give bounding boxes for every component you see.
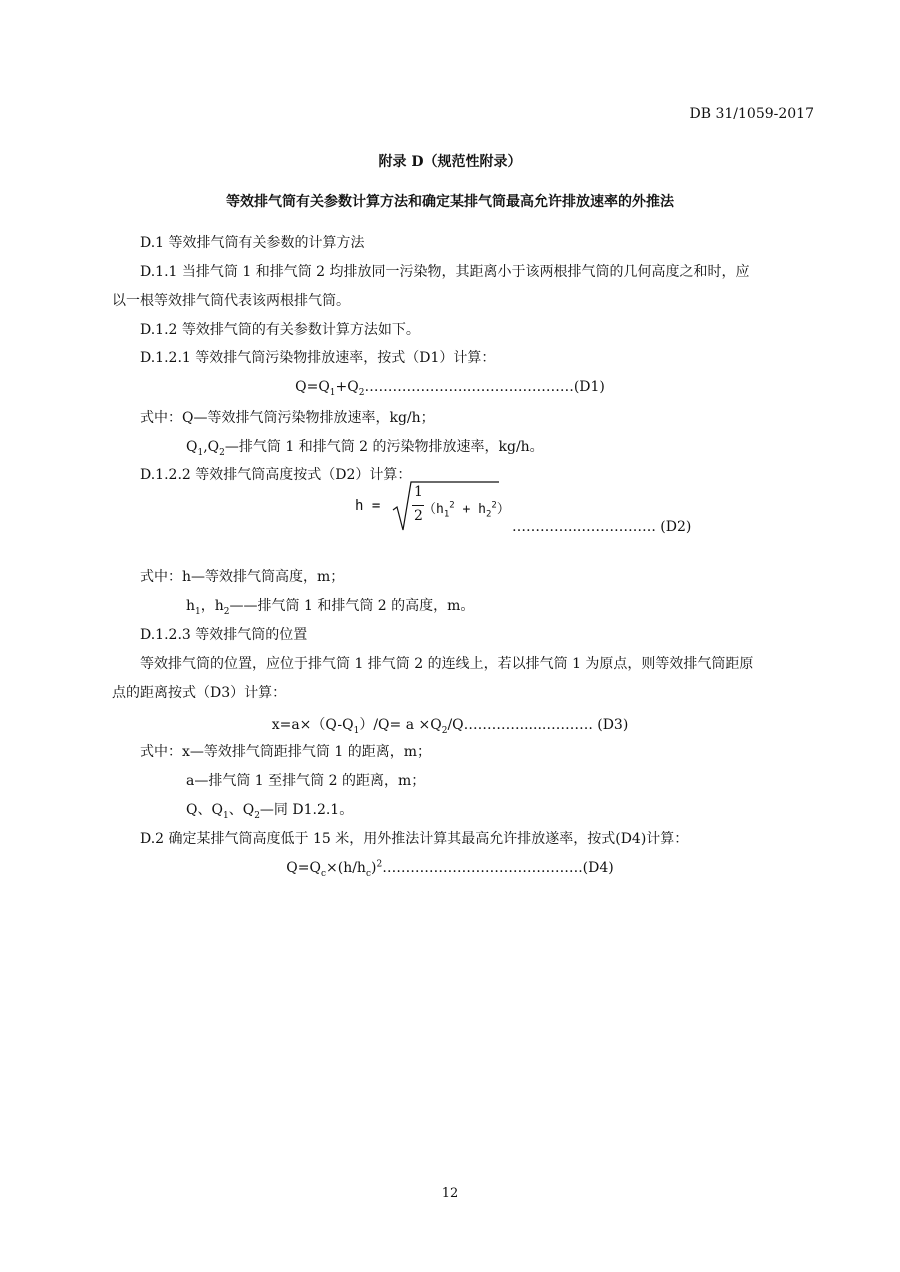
where-h: 式中：h—等效排气筒高度，m； xyxy=(140,569,345,585)
paragraph-d1-2-3-line1: 等效排气筒的位置，应位于排气筒 1 排气筒 2 的连线上，若以排气筒 1 为原点，则等效排气筒距原 xyxy=(140,656,754,672)
appendix-title: 附录 D（规范性附录） xyxy=(378,154,522,170)
where-q-q1-q2: Q、$Q_1$、$Q_2—$同 D1.2.1。 xyxy=(186,802,354,821)
section-d2-title: D.2 确定某排气筒高度低于 15 米，用外推法计算其最高允许排放遂率，按式(D4)计算： xyxy=(140,831,689,847)
section-d1-title: D.1 等效排气筒有关参数的计算方法 xyxy=(140,235,365,251)
paragraph-d1-2-2: D.1.2.2 等效排气筒高度按式（D2）计算： xyxy=(140,467,412,483)
equation-d2-dots: …………...……………. (D2) xyxy=(512,519,692,535)
where-q: 式中：Q—等效排气筒污染物排放速率，kg/h； xyxy=(140,410,435,426)
paragraph-d1-2-3: D.1.2.3 等效排气筒的位置 xyxy=(140,627,308,643)
paragraph-d1-2: D.1.2 等效排气筒的有关参数计算方法如下。 xyxy=(140,322,420,338)
paragraph-d1-2-3-line2: 点的距离按式（D3）计算： xyxy=(112,685,287,701)
equation-d2-body: $(h_1^2 + h_2^2)$ xyxy=(423,500,510,520)
where-x: 式中：x—等效排气筒距排气筒 1 的距离，m； xyxy=(140,744,431,760)
paragraph-d1-2-1: D.1.2.1 等效排气筒污染物排放速率，按式（D1）计算： xyxy=(140,350,496,366)
equation-d4: $Q=Q_c\times(h/h_c)^2\dots\dots\dots\dots\dots\dots\dots\dots\dots\dots\dots\dots\dots\dots.(D4)$ xyxy=(286,859,614,879)
page-number: 12 xyxy=(441,1186,459,1201)
where-q1-q2: $Q_1,Q_2—$排气筒 1 和排气筒 2 的污染物排放速率，kg/h。 xyxy=(186,439,544,458)
equation-d2-lhs: h = xyxy=(355,498,381,514)
where-h1-h2: $h_1$，$h_2——$排气筒 1 和排气筒 2 的高度，m。 xyxy=(186,598,475,617)
paragraph-d1-1-line2: 以一根等效排气筒代表该两根排气筒。 xyxy=(112,293,350,309)
fraction-denominator: 2 xyxy=(414,508,423,524)
equation-d3: $x=a\times(Q-Q_1)/Q= a$ $\times Q_2/Q\dots\dots\dots\dots......\dots\dots\dots$. (D3) xyxy=(271,717,629,736)
equation-d1: $Q=Q_1+Q_2\dots\dots\dots\dots\dots\dots\dots..\dots\dots\dots.\dots\dots\dots\dots(D1)$ xyxy=(295,379,605,398)
where-a: a—排气筒 1 至排气筒 2 的距离，m； xyxy=(186,773,426,789)
fraction-numerator: 1 xyxy=(414,484,423,500)
document-id: DB 31/1059-2017 xyxy=(689,106,814,122)
paragraph-d1-1-line1: D.1.1 当排气筒 1 和排气筒 2 均排放同一污染物，其距离小于该两根排气筒的几何高度之和时，应 xyxy=(140,264,750,280)
appendix-subtitle: 等效排气筒有关参数计算方法和确定某排气筒最高允许排放速率的外推法 xyxy=(226,194,674,210)
